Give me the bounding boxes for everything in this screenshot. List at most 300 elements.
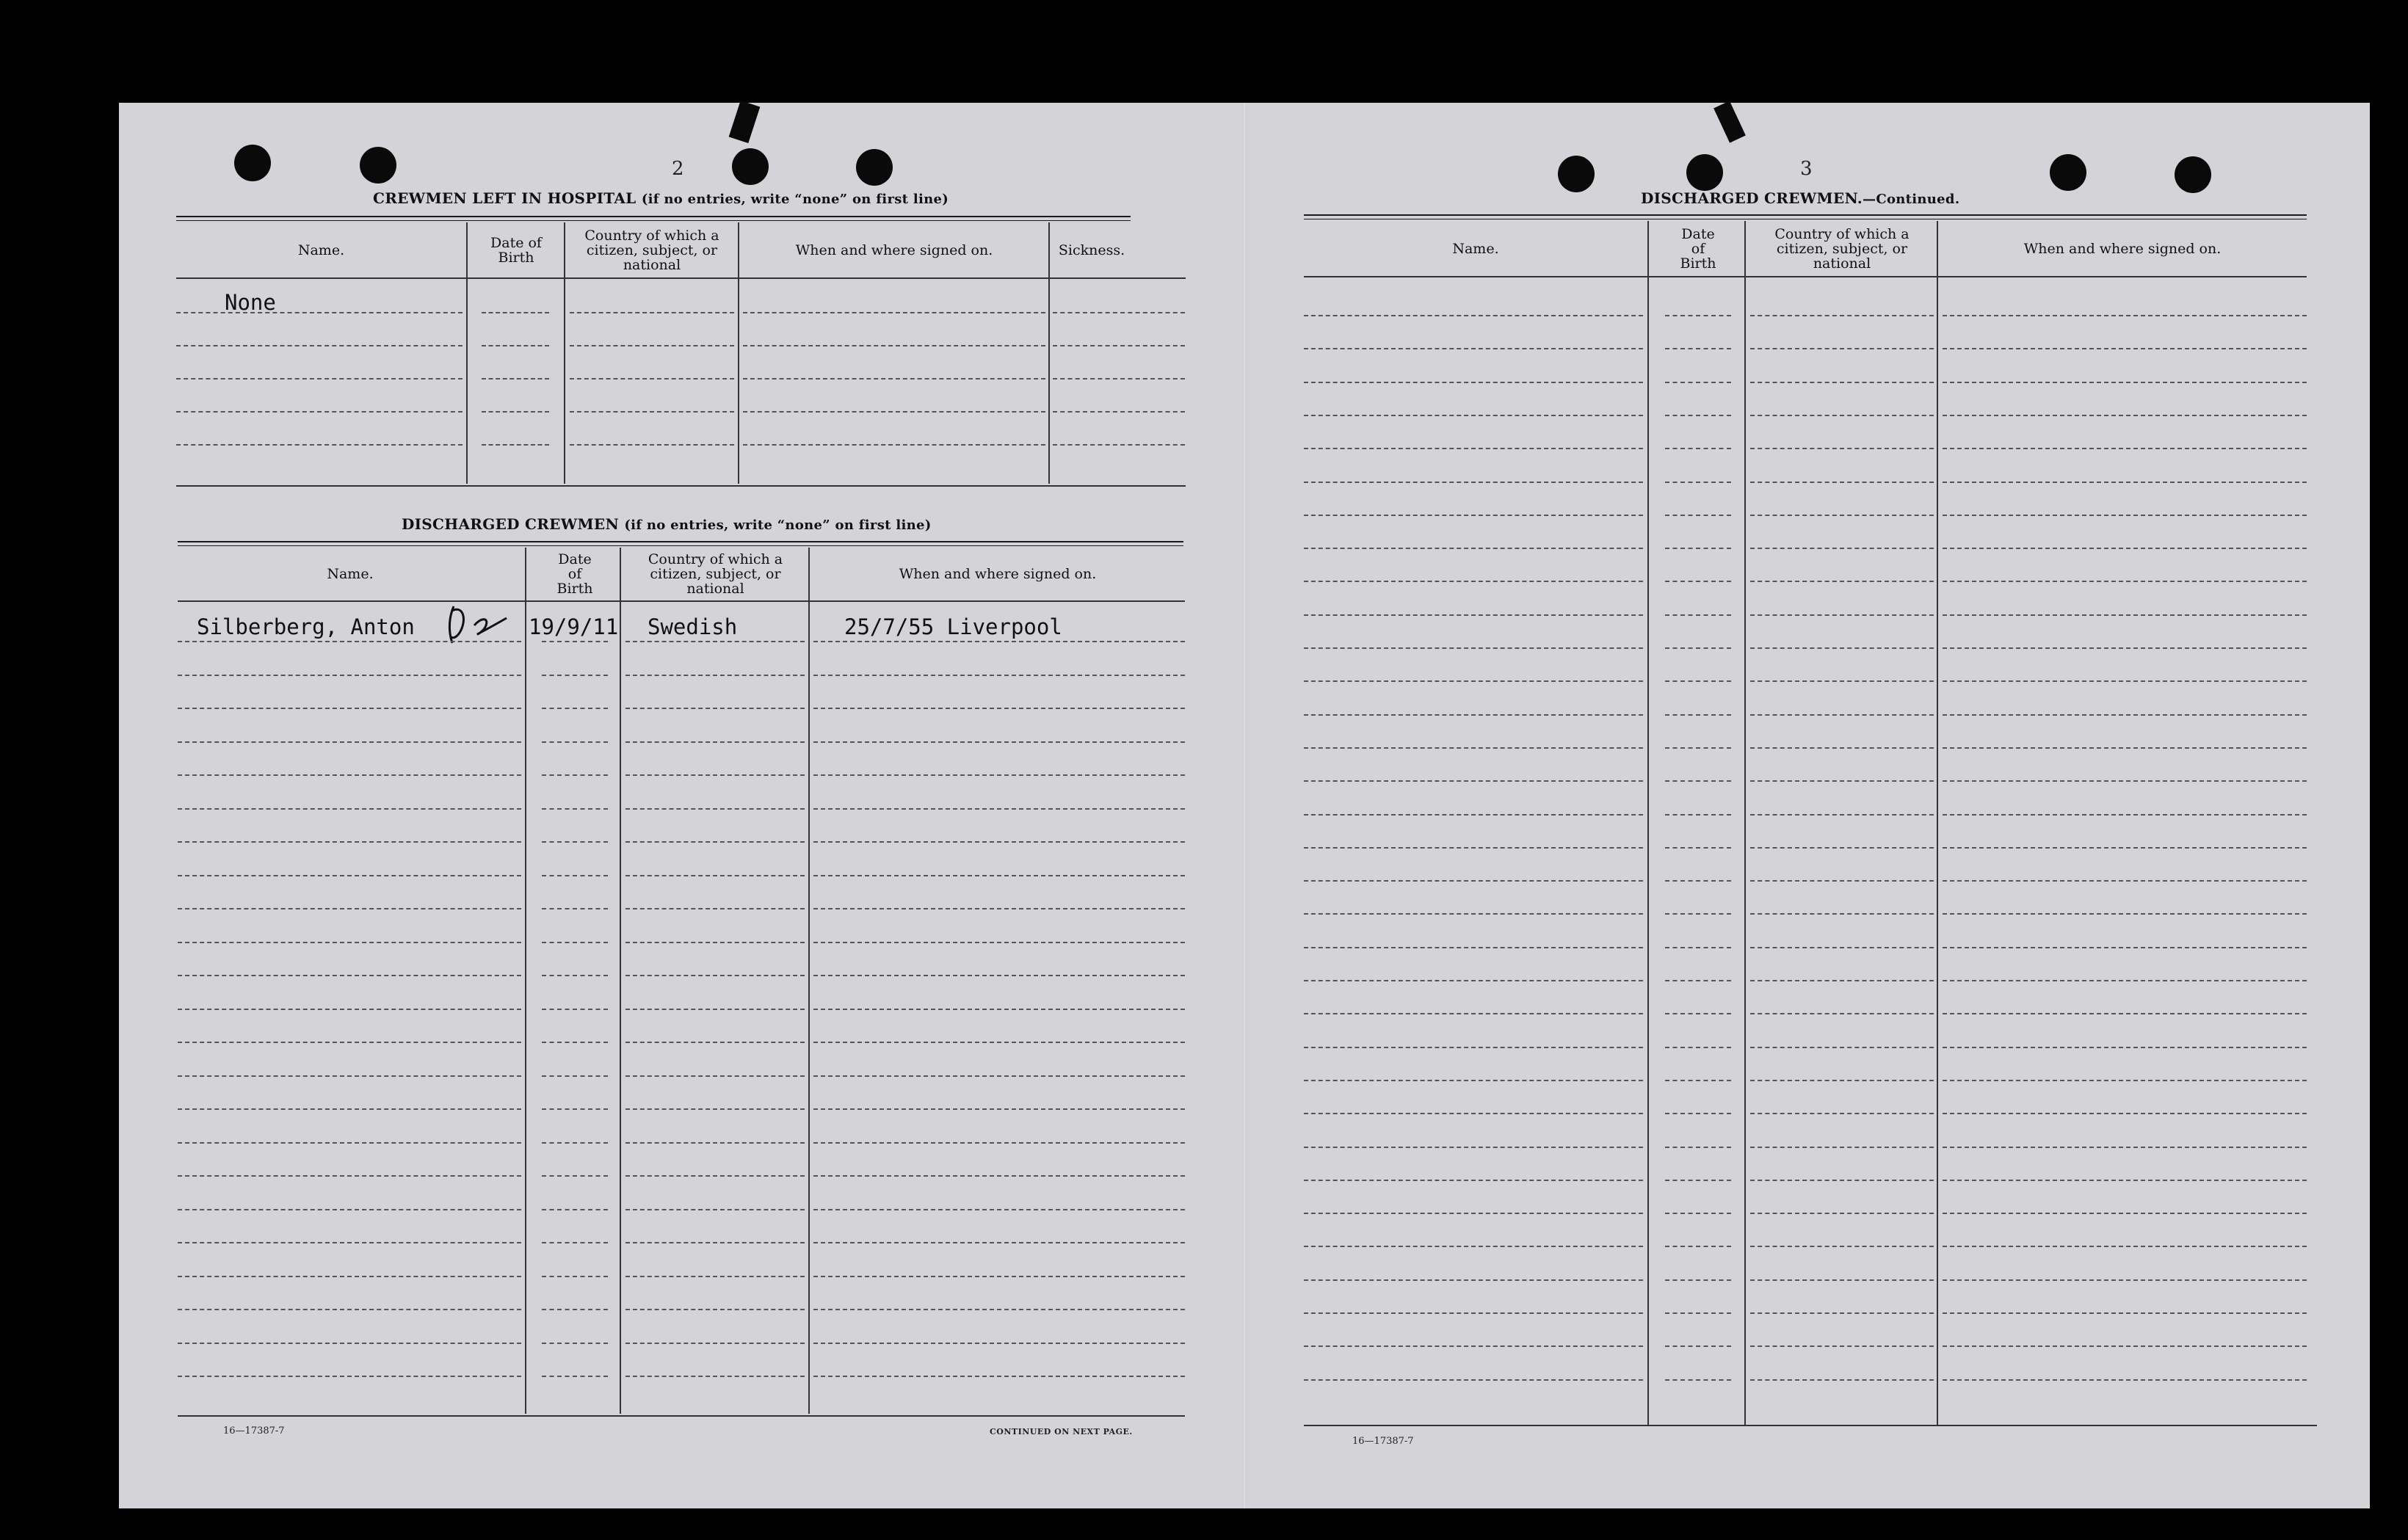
row-dash-line — [1665, 1047, 1731, 1048]
row-dash-line — [813, 1309, 1185, 1310]
row-dash-line — [542, 708, 608, 709]
punch-hole — [856, 149, 893, 186]
row-dash-line — [1750, 1080, 1934, 1081]
right-header-rule — [1304, 276, 2307, 277]
row-dash-line — [813, 708, 1185, 709]
form-number: 16—17387-7 — [223, 1425, 285, 1437]
row-dash-line — [813, 675, 1185, 676]
discharged-header-rule — [178, 600, 1185, 602]
row-dash-line — [482, 345, 549, 346]
row-dash-line — [625, 741, 805, 743]
discharged-bottom-rule — [178, 1415, 1185, 1417]
row-dash-line — [1943, 515, 2307, 516]
row-dash-line — [813, 942, 1185, 943]
punch-hole — [732, 148, 769, 185]
row-dash-line — [1943, 1180, 2307, 1181]
row-dash-line — [1750, 415, 1934, 416]
discharged-top-rule-2 — [178, 545, 1183, 546]
row-dash-line — [1304, 1345, 1643, 1347]
row-dash-line — [570, 444, 734, 446]
row-dash-line — [542, 1276, 608, 1277]
row-dash-line — [1943, 780, 2307, 782]
row-dash-line — [1943, 747, 2307, 749]
row-dash-line — [178, 975, 521, 976]
row-dash-line — [1943, 947, 2307, 948]
row-dash-line — [176, 312, 463, 313]
row-dash-line — [1943, 482, 2307, 483]
row-dash-line — [1943, 315, 2307, 316]
row-dash-line — [178, 1209, 521, 1210]
punch-hole — [360, 147, 396, 184]
row-dash-line — [813, 1209, 1185, 1210]
row-dash-line — [1665, 947, 1731, 948]
hospital-section-title — [373, 189, 949, 207]
row-dash-line — [1750, 1246, 1934, 1247]
row-dash-line — [813, 741, 1185, 743]
row-dash-line — [1750, 980, 1934, 981]
row-dash-line — [1943, 1113, 2307, 1114]
row-dash-line — [542, 942, 608, 943]
row-dash-line — [1304, 913, 1643, 915]
row-dash-line — [178, 641, 521, 642]
row-dash-line — [1665, 1379, 1731, 1381]
row-dash-line — [1750, 714, 1934, 716]
row-dash-line — [1053, 444, 1185, 446]
row-dash-line — [1750, 847, 1934, 849]
hospital-col-divider — [738, 222, 739, 484]
row-dash-line — [542, 1376, 608, 1377]
row-dash-line — [1665, 1246, 1731, 1247]
row-dash-line — [178, 808, 521, 810]
row-dash-line — [1665, 1113, 1731, 1114]
right-col-name: Name. — [1452, 240, 1499, 257]
discharged-col-signed-on: When and where signed on. — [899, 566, 1097, 582]
row-dash-line — [1943, 913, 2307, 915]
row-dash-line — [1304, 647, 1643, 649]
row-dash-line — [1304, 1013, 1643, 1014]
row-dash-line — [743, 411, 1045, 413]
row-dash-line — [1750, 1047, 1934, 1048]
row-dash-line — [178, 774, 521, 776]
row-dash-line — [625, 1009, 805, 1010]
row-dash-line — [1943, 814, 2307, 816]
row-dash-line — [1304, 1379, 1643, 1381]
hospital-title-note: (if no entries, write “none” on first line) — [641, 192, 949, 207]
row-dash-line — [542, 875, 608, 876]
discharged-title: DISCHARGED CREWMEN — [402, 515, 620, 533]
row-dash-line — [743, 345, 1045, 346]
row-dash-line — [1304, 315, 1643, 316]
row-dash-line — [625, 1142, 805, 1144]
row-dash-line — [813, 1142, 1185, 1144]
hospital-col-divider — [466, 222, 468, 484]
row-dash-line — [1943, 415, 2307, 416]
discharged-col-divider — [620, 548, 621, 1414]
row-dash-line — [1943, 382, 2307, 383]
row-dash-line — [625, 1242, 805, 1243]
hospital-entry-name: None — [225, 290, 276, 315]
row-dash-line — [813, 1075, 1185, 1077]
discharged-entry-signed-on: 25/7/55 Liverpool — [844, 614, 1062, 639]
row-dash-line — [1943, 614, 2307, 616]
row-dash-line — [1943, 1312, 2307, 1314]
right-title: DISCHARGED CREWMEN. — [1641, 189, 1863, 207]
discharged-top-rule — [178, 541, 1183, 542]
row-dash-line — [1665, 747, 1731, 749]
row-dash-line — [1304, 382, 1643, 383]
row-dash-line — [1750, 647, 1934, 649]
row-dash-line — [1304, 548, 1643, 549]
row-dash-line — [1943, 847, 2307, 849]
discharged-entry-dob: 19/9/11 — [529, 614, 619, 639]
row-dash-line — [1304, 747, 1643, 749]
row-dash-line — [1304, 1113, 1643, 1114]
row-dash-line — [1304, 448, 1643, 449]
row-dash-line — [1750, 1279, 1934, 1281]
row-dash-line — [1304, 880, 1643, 882]
row-dash-line — [1750, 448, 1934, 449]
row-dash-line — [625, 1343, 805, 1344]
row-dash-line — [1665, 1147, 1731, 1148]
discharged-entry-country: Swedish — [648, 614, 738, 639]
discharged-section-title — [402, 515, 932, 533]
row-dash-line — [542, 1075, 608, 1077]
row-dash-line — [1665, 348, 1731, 349]
row-dash-line — [1665, 714, 1731, 716]
row-dash-line — [813, 774, 1185, 776]
row-dash-line — [1304, 1312, 1643, 1314]
row-dash-line — [1943, 548, 2307, 549]
row-dash-line — [625, 1108, 805, 1110]
row-dash-line — [178, 1309, 521, 1310]
row-dash-line — [1304, 1246, 1643, 1247]
row-dash-line — [625, 1309, 805, 1310]
row-dash-line — [1304, 780, 1643, 782]
row-dash-line — [542, 1042, 608, 1043]
row-dash-line — [542, 1142, 608, 1144]
right-top-rule — [1304, 214, 2307, 216]
row-dash-line — [1943, 1246, 2307, 1247]
row-dash-line — [1750, 315, 1934, 316]
row-dash-line — [813, 841, 1185, 843]
row-dash-line — [542, 1175, 608, 1177]
row-dash-line — [625, 841, 805, 843]
row-dash-line — [1665, 382, 1731, 383]
row-dash-line — [482, 411, 549, 413]
row-dash-line — [625, 1209, 805, 1210]
row-dash-line — [1665, 1312, 1731, 1314]
row-dash-line — [542, 1343, 608, 1344]
row-dash-line — [1665, 1345, 1731, 1347]
row-dash-line — [570, 378, 734, 379]
row-dash-line — [178, 1175, 521, 1177]
row-dash-line — [482, 378, 549, 379]
row-dash-line — [178, 1276, 521, 1277]
row-dash-line — [1665, 980, 1731, 981]
row-dash-line — [542, 808, 608, 810]
row-dash-line — [813, 908, 1185, 909]
row-dash-line — [1750, 581, 1934, 582]
row-dash-line — [625, 1175, 805, 1177]
row-dash-line — [813, 1175, 1185, 1177]
row-dash-line — [1665, 548, 1731, 549]
row-dash-line — [1304, 1080, 1643, 1081]
row-dash-line — [1665, 515, 1731, 516]
row-dash-line — [1665, 1279, 1731, 1281]
hospital-col-divider — [1048, 222, 1050, 484]
row-dash-line — [176, 444, 463, 446]
right-title-suffix: —Continued. — [1863, 192, 1960, 207]
punch-hole — [2175, 156, 2211, 193]
row-dash-line — [1943, 647, 2307, 649]
row-dash-line — [178, 1242, 521, 1243]
row-dash-line — [1943, 1047, 2307, 1048]
row-dash-line — [1750, 482, 1934, 483]
punch-hole — [1558, 156, 1595, 192]
row-dash-line — [1665, 415, 1731, 416]
row-dash-line — [625, 708, 805, 709]
row-dash-line — [1304, 581, 1643, 582]
row-dash-line — [178, 908, 521, 909]
row-dash-line — [1750, 548, 1934, 549]
row-dash-line — [1304, 1180, 1643, 1181]
row-dash-line — [625, 1276, 805, 1277]
row-dash-line — [1665, 780, 1731, 782]
row-dash-line — [1304, 614, 1643, 616]
row-dash-line — [1943, 1379, 2307, 1381]
page-fold — [1242, 103, 1247, 1508]
row-dash-line — [813, 1343, 1185, 1344]
row-dash-line — [178, 1042, 521, 1043]
row-dash-line — [542, 975, 608, 976]
row-dash-line — [178, 741, 521, 743]
row-dash-line — [1750, 382, 1934, 383]
hospital-col-country: Country of which a citizen, subject, or national — [584, 227, 719, 273]
row-dash-line — [625, 1376, 805, 1377]
row-dash-line — [570, 411, 734, 413]
row-dash-line — [625, 908, 805, 909]
row-dash-line — [1943, 980, 2307, 981]
row-dash-line — [176, 411, 463, 413]
row-dash-line — [813, 975, 1185, 976]
row-dash-line — [542, 741, 608, 743]
discharged-col-divider — [525, 548, 526, 1414]
punch-hole — [234, 145, 271, 181]
row-dash-line — [1665, 913, 1731, 915]
right-col-dob: Date of Birth — [1680, 225, 1716, 272]
row-dash-line — [625, 808, 805, 810]
row-dash-line — [813, 1009, 1185, 1010]
row-dash-line — [482, 444, 549, 446]
row-dash-line — [1943, 1013, 2307, 1014]
row-dash-line — [1665, 482, 1731, 483]
row-dash-line — [542, 1209, 608, 1210]
row-dash-line — [178, 875, 521, 876]
row-dash-line — [1053, 312, 1185, 313]
row-dash-line — [1304, 482, 1643, 483]
row-dash-line — [1750, 913, 1934, 915]
discharged-col-dob: Date of Birth — [556, 551, 593, 597]
row-dash-line — [542, 1242, 608, 1243]
punch-hole — [2050, 154, 2086, 191]
discharged-col-name: Name. — [327, 566, 374, 582]
page-number: 3 — [1800, 158, 1813, 180]
row-dash-line — [1304, 1213, 1643, 1214]
hospital-col-name: Name. — [297, 241, 345, 258]
discharged-col-country: Country of which a citizen, subject, or national — [648, 551, 783, 597]
row-dash-line — [743, 444, 1045, 446]
row-dash-line — [625, 875, 805, 876]
row-dash-line — [1750, 880, 1934, 882]
paper-tear — [729, 101, 761, 143]
hospital-top-rule — [176, 216, 1131, 217]
discharged-col-divider — [808, 548, 810, 1414]
row-dash-line — [813, 1376, 1185, 1377]
row-dash-line — [625, 1042, 805, 1043]
row-dash-line — [542, 675, 608, 676]
row-dash-line — [542, 1309, 608, 1310]
row-dash-line — [1750, 947, 1934, 948]
row-dash-line — [1304, 847, 1643, 849]
row-dash-line — [625, 942, 805, 943]
row-dash-line — [176, 378, 463, 379]
row-dash-line — [1665, 680, 1731, 682]
row-dash-line — [1750, 680, 1934, 682]
row-dash-line — [813, 808, 1185, 810]
row-dash-line — [1304, 415, 1643, 416]
row-dash-line — [542, 1108, 608, 1110]
right-col-divider — [1647, 221, 1649, 1425]
row-dash-line — [1943, 714, 2307, 716]
row-dash-line — [178, 1343, 521, 1344]
row-dash-line — [1665, 880, 1731, 882]
row-dash-line — [1943, 348, 2307, 349]
hospital-col-signed-on: When and where signed on. — [795, 241, 993, 258]
hospital-table — [176, 222, 1131, 592]
right-col-divider — [1937, 221, 1938, 1425]
right-section-title — [1641, 189, 1959, 207]
row-dash-line — [1943, 448, 2307, 449]
row-dash-line — [1304, 1047, 1643, 1048]
form-number: 16—17387-7 — [1352, 1436, 1414, 1447]
row-dash-line — [1665, 1213, 1731, 1214]
row-dash-line — [743, 378, 1045, 379]
row-dash-line — [1304, 980, 1643, 981]
row-dash-line — [625, 975, 805, 976]
row-dash-line — [1943, 1213, 2307, 1214]
right-col-country: Country of which a citizen, subject, or national — [1774, 225, 1910, 272]
row-dash-line — [1750, 1113, 1934, 1114]
row-dash-line — [1943, 581, 2307, 582]
hospital-col-dob: Date of Birth — [490, 234, 542, 266]
row-dash-line — [542, 841, 608, 843]
row-dash-line — [178, 708, 521, 709]
row-dash-line — [1053, 378, 1185, 379]
row-dash-line — [178, 1108, 521, 1110]
right-discharged-table — [1304, 221, 2317, 1432]
row-dash-line — [1943, 1147, 2307, 1148]
row-dash-line — [1304, 1279, 1643, 1281]
row-dash-line — [1665, 814, 1731, 816]
continued-note: CONTINUED ON NEXT PAGE. — [990, 1427, 1133, 1437]
row-dash-line — [743, 312, 1045, 313]
row-dash-line — [1053, 345, 1185, 346]
row-dash-line — [1750, 614, 1934, 616]
row-dash-line — [1665, 647, 1731, 649]
row-dash-line — [178, 675, 521, 676]
paper-tear — [1713, 101, 1746, 142]
row-dash-line — [178, 1075, 521, 1077]
discharged-table — [178, 548, 1185, 1421]
row-dash-line — [542, 908, 608, 909]
row-dash-line — [1665, 448, 1731, 449]
row-dash-line — [1304, 515, 1643, 516]
row-dash-line — [813, 1276, 1185, 1277]
row-dash-line — [625, 641, 805, 642]
row-dash-line — [813, 875, 1185, 876]
row-dash-line — [1665, 581, 1731, 582]
row-dash-line — [178, 1376, 521, 1377]
row-dash-line — [570, 345, 734, 346]
page-number: 2 — [672, 158, 684, 180]
hospital-top-rule-2 — [176, 220, 1131, 221]
row-dash-line — [570, 312, 734, 313]
row-dash-line — [1750, 780, 1934, 782]
hospital-col-divider — [564, 222, 565, 484]
row-dash-line — [1943, 1279, 2307, 1281]
row-dash-line — [542, 774, 608, 776]
row-dash-line — [1750, 1345, 1934, 1347]
row-dash-line — [1053, 411, 1185, 413]
row-dash-line — [178, 1009, 521, 1010]
row-dash-line — [542, 1009, 608, 1010]
row-dash-line — [1665, 614, 1731, 616]
row-dash-line — [1750, 515, 1934, 516]
row-dash-line — [178, 942, 521, 943]
row-dash-line — [1665, 1180, 1731, 1181]
discharged-entry-name: Silberberg, Anton — [197, 614, 415, 639]
row-dash-line — [1750, 814, 1934, 816]
row-dash-line — [1665, 1013, 1731, 1014]
row-dash-line — [813, 1108, 1185, 1110]
row-dash-line — [1304, 348, 1643, 349]
row-dash-line — [625, 774, 805, 776]
right-col-divider — [1744, 221, 1746, 1425]
row-dash-line — [178, 1142, 521, 1144]
row-dash-line — [176, 345, 463, 346]
row-dash-line — [482, 312, 549, 313]
row-dash-line — [1943, 1080, 2307, 1081]
row-dash-line — [1943, 680, 2307, 682]
punch-hole — [1686, 154, 1723, 191]
hospital-header-rule — [176, 277, 1186, 279]
row-dash-line — [1665, 1080, 1731, 1081]
hospital-title: CREWMEN LEFT IN HOSPITAL — [373, 189, 637, 207]
row-dash-line — [1304, 680, 1643, 682]
discharged-title-note: (if no entries, write “none” on first line) — [624, 517, 932, 533]
row-dash-line — [178, 841, 521, 843]
right-col-signed-on: When and where signed on. — [2023, 240, 2222, 257]
row-dash-line — [625, 675, 805, 676]
document-sheet — [119, 103, 2370, 1508]
row-dash-line — [1750, 1180, 1934, 1181]
hospital-bottom-rule — [176, 485, 1186, 487]
row-dash-line — [1304, 947, 1643, 948]
row-dash-line — [1750, 1147, 1934, 1148]
row-dash-line — [1665, 847, 1731, 849]
row-dash-line — [813, 1042, 1185, 1043]
row-dash-line — [1304, 714, 1643, 716]
